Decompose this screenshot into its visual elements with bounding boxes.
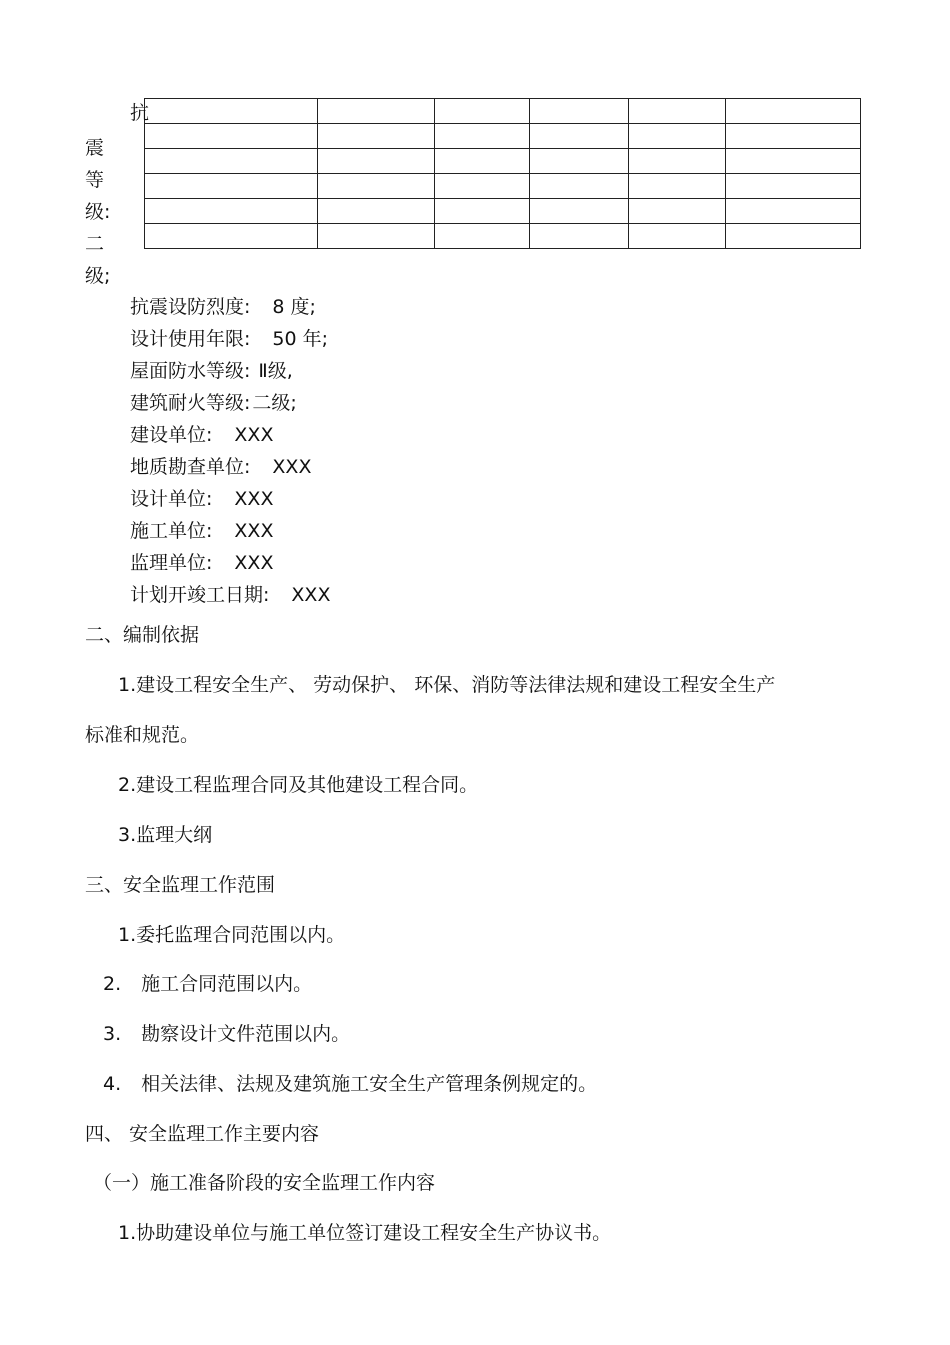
table-cell (629, 174, 726, 199)
blank-table (144, 98, 861, 249)
vertical-char: 级: (85, 201, 111, 223)
table-cell (629, 124, 726, 149)
info-label: 设计使用年限: (130, 328, 251, 350)
info-line (130, 426, 273, 445)
info-value: XXX (234, 424, 274, 446)
table-cell (726, 99, 861, 124)
info-value: XXX (291, 584, 331, 606)
table-row (145, 124, 861, 149)
info-value: XXX (234, 520, 274, 542)
paragraph-line: 1.委托监理合同范围以内。 (118, 924, 346, 946)
sub-heading: （一）施工准备阶段的安全监理工作内容 (93, 1172, 436, 1194)
info-line (130, 522, 273, 541)
info-line (130, 298, 316, 317)
paragraph-line: 3.监理大纲 (118, 824, 213, 846)
table-row (145, 199, 861, 224)
table-cell (726, 149, 861, 174)
vertical-char: 二 (85, 233, 105, 255)
info-label: 施工单位: (130, 520, 213, 542)
info-label: 监理单位: (130, 552, 213, 574)
paragraph-line: 标准和规范。 (85, 724, 200, 746)
table-cell (318, 99, 435, 124)
table-cell (629, 149, 726, 174)
table-cell (145, 149, 318, 174)
info-value: XXX (234, 552, 274, 574)
info-line (130, 554, 273, 573)
table-cell (318, 124, 435, 149)
info-label: 屋面防水等级: (130, 360, 251, 382)
info-line (130, 586, 330, 605)
table-row (145, 99, 861, 124)
table-row (145, 174, 861, 199)
list-number: 4. (103, 1073, 122, 1095)
list-number: 3. (103, 1023, 122, 1045)
table-cell (435, 149, 530, 174)
info-label: 设计单位: (130, 488, 213, 510)
table-cell (318, 224, 435, 249)
info-label: 抗震设防烈度: (130, 296, 251, 318)
table-cell (435, 224, 530, 249)
table-cell (145, 124, 318, 149)
info-label: 建筑耐火等级: (130, 392, 251, 414)
info-value: Ⅱ级, (258, 360, 293, 382)
table-cell (629, 199, 726, 224)
table-cell (629, 224, 726, 249)
section-heading: 二、编制依据 (85, 624, 200, 646)
table-cell (435, 99, 530, 124)
table-cell (530, 124, 629, 149)
table-cell (530, 224, 629, 249)
info-line (130, 394, 297, 413)
table-cell (435, 199, 530, 224)
paragraph-line: 2.建设工程监理合同及其他建设工程合同。 (118, 774, 479, 796)
list-item (103, 975, 312, 994)
table-cell (530, 149, 629, 174)
info-label: 地质勘查单位: (130, 456, 251, 478)
table-cell (435, 174, 530, 199)
list-item (103, 1075, 597, 1094)
info-label: 建设单位: (130, 424, 213, 446)
list-text: 施工合同范围以内。 (141, 973, 313, 995)
paragraph-line: 1.协助建设单位与施工单位签订建设工程安全生产协议书。 (118, 1222, 612, 1244)
info-line (130, 362, 293, 381)
info-value: 50 年; (272, 328, 329, 350)
info-label: 计划开竣工日期: (130, 584, 270, 606)
info-value: XXX (234, 488, 274, 510)
table-row (145, 149, 861, 174)
table-row (145, 224, 861, 249)
info-line (130, 330, 328, 349)
table-cell (145, 199, 318, 224)
table-cell (726, 224, 861, 249)
section-heading: 四、 安全监理工作主要内容 (85, 1123, 320, 1145)
table-cell (530, 99, 629, 124)
table-cell (145, 224, 318, 249)
list-item (103, 1025, 350, 1044)
table-cell (145, 99, 318, 124)
vertical-char: 等 (85, 169, 105, 191)
table-cell (530, 199, 629, 224)
list-number: 2. (103, 973, 122, 995)
vertical-char: 震 (85, 137, 105, 159)
vertical-text-first: 抗 (130, 102, 150, 124)
info-line (130, 490, 273, 509)
table-cell (145, 174, 318, 199)
info-value: 8 度; (272, 296, 316, 318)
table-cell (726, 174, 861, 199)
info-line (130, 458, 311, 477)
table-cell (435, 124, 530, 149)
list-text: 勘察设计文件范围以内。 (141, 1023, 351, 1045)
info-value: 二级; (252, 392, 297, 414)
table-cell (318, 199, 435, 224)
table-cell (726, 124, 861, 149)
list-text: 相关法律、法规及建筑施工安全生产管理条例规定的。 (141, 1073, 598, 1095)
paragraph-line: 1.建设工程安全生产、 劳动保护、 环保、消防等法律法规和建设工程安全生产 (118, 674, 776, 696)
vertical-char: 级; (85, 265, 111, 287)
table-cell (318, 174, 435, 199)
section-heading: 三、安全监理工作范围 (85, 874, 276, 896)
table-cell (629, 99, 726, 124)
table-cell (726, 199, 861, 224)
info-value: XXX (272, 456, 312, 478)
table-cell (530, 174, 629, 199)
table-cell (318, 149, 435, 174)
